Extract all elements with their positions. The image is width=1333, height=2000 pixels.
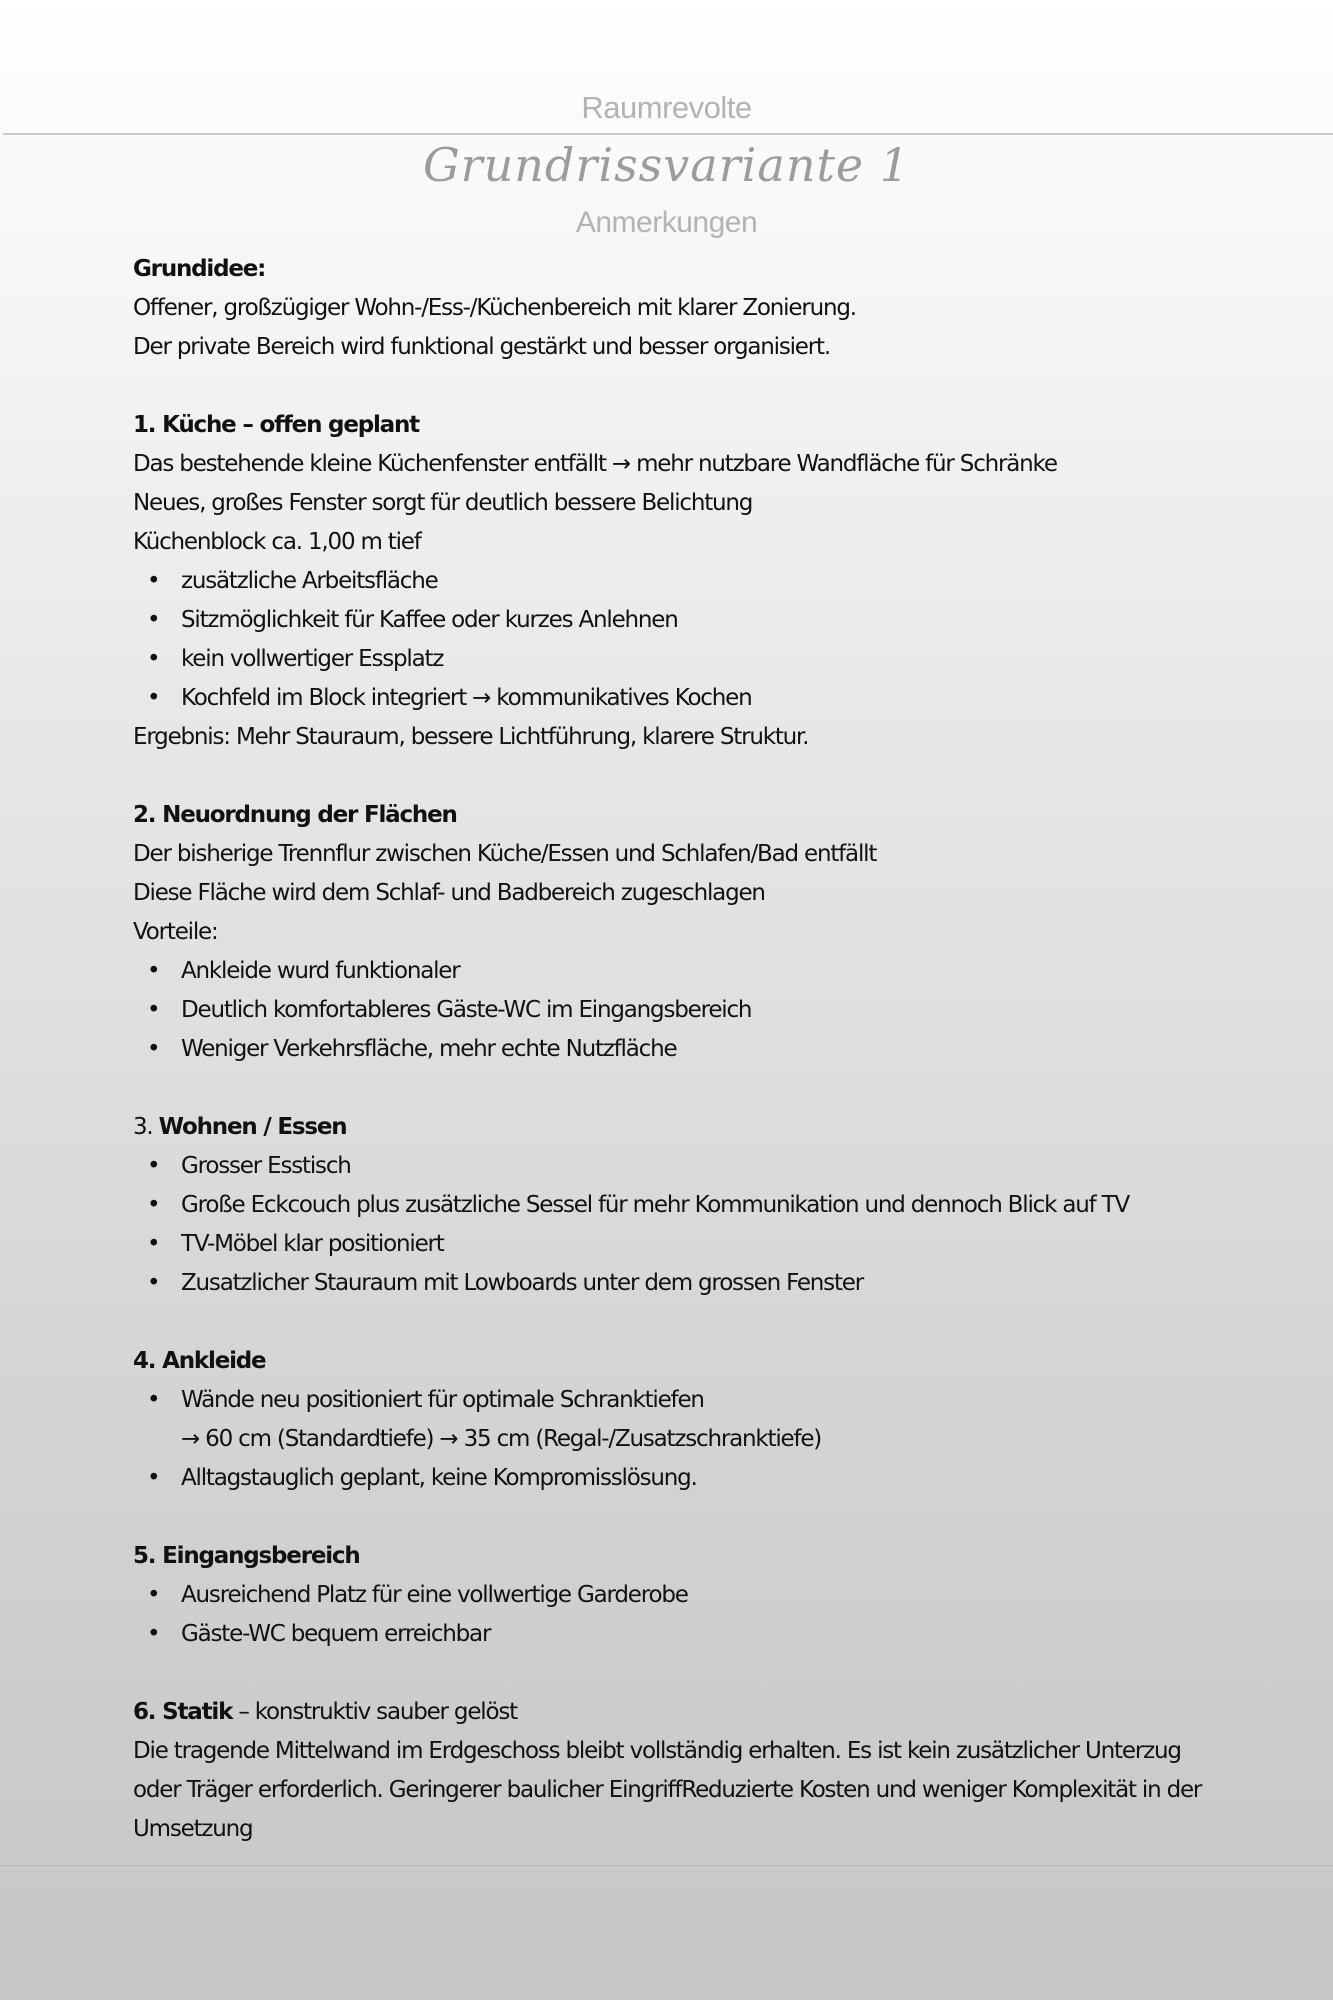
bullet-icon: •	[147, 1192, 160, 1218]
list-item-text: Sitzmöglichkeit für Kaffee oder kurzes Anlehnen	[181, 607, 678, 633]
list-item-text: Kochfeld im Block integriert → kommunikatives Kochen	[181, 685, 752, 711]
bullet-icon: •	[147, 1387, 160, 1413]
kitchen-line: Küchenblock ca. 1,00 m tief	[133, 529, 421, 555]
spacer	[133, 1069, 1233, 1108]
notes-label: Anmerkungen	[575, 206, 758, 239]
dressing-bullet-list-2	[133, 1459, 1233, 1498]
list-item	[133, 1381, 1233, 1420]
bullet-icon: •	[147, 1153, 160, 1179]
section-heading-kitchen: 1. Küche – offen geplant	[133, 412, 419, 438]
kitchen-line: Das bestehende kleine Küchenfenster entfällt → mehr nutzbare Wandfläche für Schränke	[133, 451, 1057, 477]
list-item	[133, 601, 1233, 640]
section-title: Wohnen / Essen	[158, 1114, 347, 1140]
bullet-icon: •	[147, 646, 160, 672]
list-item	[133, 1225, 1233, 1264]
bullet-icon: •	[147, 958, 160, 984]
list-item	[133, 1264, 1233, 1303]
list-item	[133, 1615, 1233, 1654]
list-item-text: Alltagstauglich geplant, keine Kompromisslösung.	[181, 1465, 697, 1491]
list-item	[133, 1030, 1233, 1069]
bullet-icon: •	[147, 1582, 160, 1608]
reorder-line: Vorteile:	[133, 919, 218, 945]
list-item-text: Weniger Verkehrsfläche, mehr echte Nutzfläche	[181, 1036, 677, 1062]
list-item-text: Große Eckcouch plus zusätzliche Sessel für mehr Kommunikation und dennoch Blick auf TV	[181, 1192, 1129, 1218]
list-item	[133, 1186, 1233, 1225]
list-item-text: Zusatzlicher Stauraum mit Lowboards unter dem grossen Fenster	[181, 1270, 863, 1296]
spacer	[133, 1654, 1233, 1693]
list-item	[133, 1147, 1233, 1186]
kitchen-bullet-list	[133, 562, 1233, 718]
list-item-text: TV-Möbel klar positioniert	[181, 1231, 444, 1257]
reorder-bullet-list	[133, 952, 1233, 1069]
list-item-subline: → 60 cm (Standardtiefe) → 35 cm (Regal-/Zusatzschranktiefe)	[181, 1426, 822, 1452]
intro-heading: Grundidee:	[133, 256, 266, 282]
list-item-text: Gäste-WC bequem erreichbar	[181, 1621, 491, 1647]
list-item-text: Ausreichend Platz für eine vollwertige Garderobe	[181, 1582, 688, 1608]
dressing-bullet-list	[133, 1381, 1233, 1420]
entrance-bullet-list	[133, 1576, 1233, 1654]
section-title-suffix: – konstruktiv sauber gelöst	[232, 1699, 517, 1725]
list-item	[133, 991, 1233, 1030]
spacer	[133, 757, 1233, 796]
kitchen-line: Neues, großes Fenster sorgt für deutlich bessere Belichtung	[133, 490, 753, 516]
spacer	[133, 367, 1233, 406]
section-heading-dressing: 4. Ankleide	[133, 1348, 266, 1374]
section-heading-statics	[133, 1693, 1233, 1732]
section-title: 6. Statik	[133, 1699, 233, 1725]
spacer	[133, 1303, 1233, 1342]
list-item-text: Grosser Esstisch	[181, 1153, 351, 1179]
list-item	[133, 1576, 1233, 1615]
list-item	[133, 640, 1233, 679]
list-item-text: Wände neu positioniert für optimale Schranktiefen	[181, 1387, 704, 1413]
list-item-text: zusätzliche Arbeitsfläche	[181, 568, 438, 594]
intro-line: Der private Bereich wird funktional gestärkt und besser organisiert.	[133, 334, 830, 360]
bullet-icon: •	[147, 607, 160, 633]
statics-paragraph: Die tragende Mittelwand im Erdgeschoss bleibt vollständig erhalten. Es ist kein zusätzlicher Unterzug oder Träger erforderlich. Geringerer baulicher EingriffReduzierte Kosten und weniger Komplexität in der Umsetzung	[133, 1738, 1202, 1842]
bullet-icon: •	[147, 1465, 160, 1491]
list-item	[133, 952, 1233, 991]
header-divider	[3, 133, 1333, 135]
footer-divider	[0, 1865, 1333, 1866]
list-item	[133, 1459, 1233, 1498]
list-item-text: kein vollwertiger Essplatz	[181, 646, 444, 672]
bullet-icon: •	[147, 997, 160, 1023]
section-heading-reorder: 2. Neuordnung der Flächen	[133, 802, 457, 828]
bullet-icon: •	[147, 568, 160, 594]
reorder-line: Der bisherige Trennflur zwischen Küche/Essen und Schlafen/Bad entfällt	[133, 841, 877, 867]
bullet-icon: •	[147, 1270, 160, 1296]
bullet-icon: •	[147, 685, 160, 711]
brand-title: Raumrevolte	[581, 90, 752, 125]
intro-line: Offener, großzügiger Wohn-/Ess-/Küchenbereich mit klarer Zonierung.	[133, 295, 856, 321]
bullet-icon: •	[147, 1231, 160, 1257]
kitchen-result: Ergebnis: Mehr Stauraum, bessere Lichtführung, klarere Struktur.	[133, 724, 809, 750]
reorder-line: Diese Fläche wird dem Schlaf- und Badbereich zugeschlagen	[133, 880, 765, 906]
section-number: 3.	[133, 1114, 153, 1140]
section-heading-living	[133, 1108, 1233, 1147]
notes-content	[133, 250, 1233, 1849]
bullet-icon: •	[147, 1036, 160, 1062]
living-bullet-list	[133, 1147, 1233, 1303]
spacer	[133, 1498, 1233, 1537]
bullet-icon: •	[147, 1621, 160, 1647]
section-heading-entrance: 5. Eingangsbereich	[133, 1543, 360, 1569]
list-item-text: Deutlich komfortableres Gäste-WC im Eingangsbereich	[181, 997, 752, 1023]
page-subtitle: Grundrissvariante 1	[422, 138, 911, 192]
list-item-text: Ankleide wurd funktionaler	[181, 958, 460, 984]
list-item	[133, 562, 1233, 601]
list-item	[133, 679, 1233, 718]
